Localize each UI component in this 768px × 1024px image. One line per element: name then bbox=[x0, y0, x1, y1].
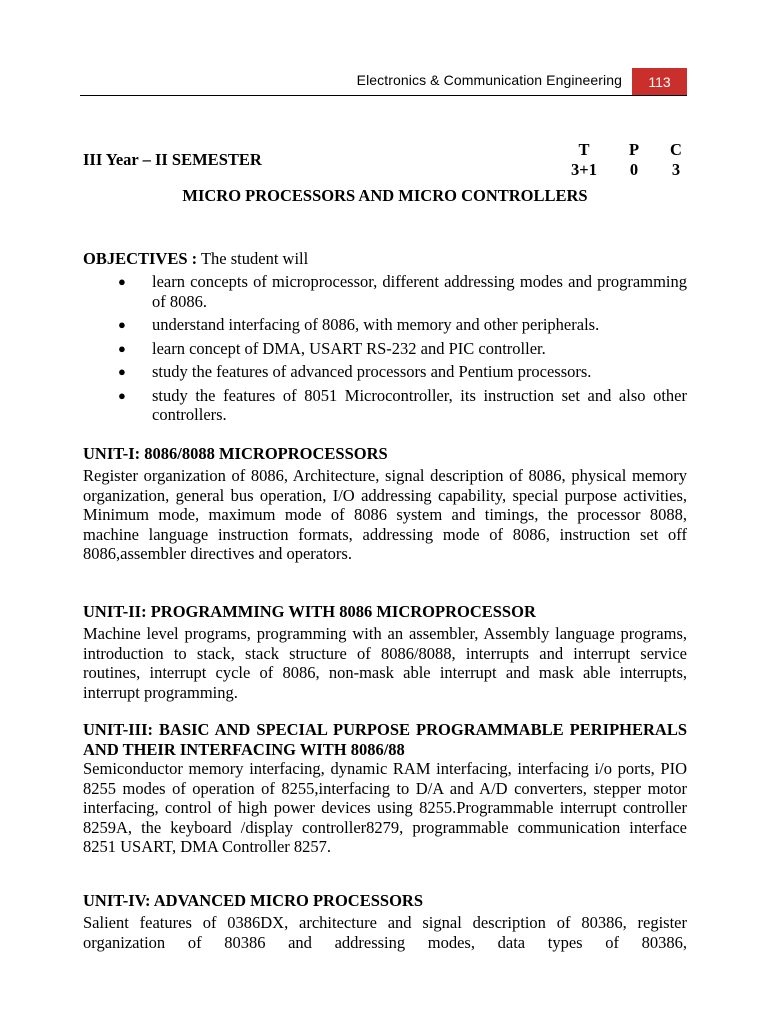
tpc-value-p: 0 bbox=[629, 160, 639, 179]
unit-4-body: Salient features of 0386DX, architecture and signal description of 80386, register organization of 80386 and addressing modes, data types of 80386, bbox=[83, 913, 687, 952]
objective-text: learn concept of DMA, USART RS-232 and PIC controller. bbox=[152, 338, 546, 358]
tpc-label-t: T bbox=[578, 140, 590, 159]
header-divider bbox=[80, 95, 687, 96]
tpc-label-p: P bbox=[628, 140, 640, 159]
objective-text: study the features of advanced processors and Pentium processors. bbox=[152, 362, 592, 381]
objectives-label: OBJECTIVES : bbox=[83, 249, 198, 268]
unit-1-body: Register organization of 8086, Architecture, signal description of 8086, physical memory organization, general bus operation, I/O addressing capability, special purpose activities, Minimum mode, maximum mode of 8086 system and timings, the processor 8088, machine language instruction formats, addressing mode of 8086, instruction set off 8086,assembler directives and operators. bbox=[83, 466, 687, 563]
list-item bbox=[83, 272, 687, 311]
list-item bbox=[83, 386, 687, 425]
objective-text: study the features of 8051 Microcontroller, its instruction set and also other controllers. bbox=[152, 385, 687, 424]
semester-label: III Year – II SEMESTER bbox=[83, 150, 262, 169]
tpc-value-t: 3+1 bbox=[571, 160, 597, 179]
objectives-intro: The student will bbox=[197, 249, 309, 268]
tpc-label-c: C bbox=[670, 140, 682, 159]
objective-text: learn concepts of microprocessor, different addressing modes and programming of 8086. bbox=[152, 272, 687, 311]
unit-2-heading: UNIT-II: PROGRAMMING WITH 8086 MICROPROCESSOR bbox=[83, 602, 536, 621]
objectives-list bbox=[83, 272, 687, 429]
list-item bbox=[83, 315, 687, 335]
unit-1-heading: UNIT-I: 8086/8088 MICROPROCESSORS bbox=[83, 444, 388, 463]
course-title: MICRO PROCESSORS AND MICRO CONTROLLERS bbox=[182, 186, 588, 205]
bullet-icon: ● bbox=[118, 317, 126, 332]
objectives-heading bbox=[83, 249, 308, 269]
unit-3-body: Semiconductor memory interfacing, dynamic RAM interfacing, interfacing i/o ports, PIO 8255 modes of operation of 8255,interfacing to D/A and A/D converters, stepper motor interfacing, control of high power devices using 8255.Programmable interrupt controller 8259A, the keyboard /display controller8279, programmable communication interface 8251 USART, DMA Controller 8257. bbox=[83, 759, 687, 856]
bullet-icon: ● bbox=[118, 387, 126, 403]
bullet-icon: ● bbox=[118, 364, 126, 379]
objective-text: understand interfacing of 8086, with memory and other peripherals. bbox=[152, 315, 600, 334]
tpc-value-c: 3 bbox=[671, 160, 681, 179]
list-item bbox=[83, 339, 687, 359]
list-item bbox=[83, 362, 687, 382]
page-number-badge: 113 bbox=[632, 68, 687, 96]
header-department: Electronics & Communication Engineering bbox=[356, 72, 622, 88]
unit-3-heading: UNIT-III: BASIC AND SPECIAL PURPOSE PROGRAMMABLE PERIPHERALS AND THEIR INTERFACING WITH 8086/88 bbox=[83, 720, 687, 759]
bullet-icon: ● bbox=[118, 274, 126, 289]
unit-2-body: Machine level programs, programming with an assembler, Assembly language programs, introduction to stack, stack structure of 8086/8088, interrupts and interrupt service routines, interrupt cycle of 8086, non-mask able interrupt and mask able interrupts, interrupt programming. bbox=[83, 624, 687, 702]
unit-4-heading: UNIT-IV: ADVANCED MICRO PROCESSORS bbox=[83, 891, 423, 910]
bullet-icon: ● bbox=[118, 340, 126, 356]
